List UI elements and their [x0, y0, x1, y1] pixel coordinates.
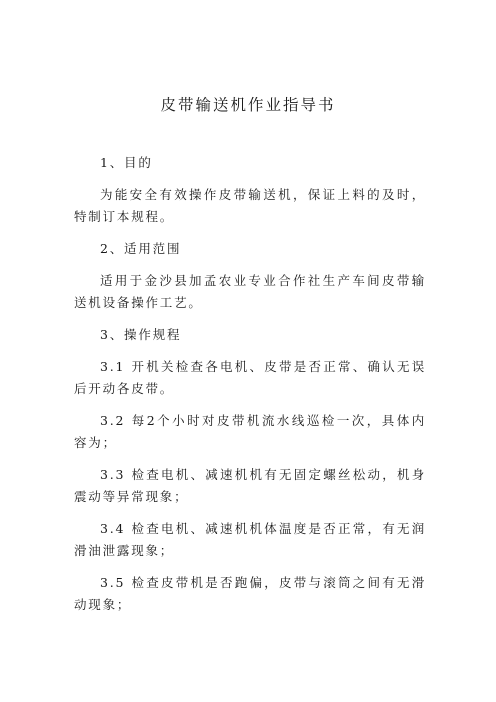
- procedure-step-3-2: 3.2 每2个小时对皮带机流水线巡检一次，具体内容为；: [74, 413, 426, 450]
- paragraph-scope: 适用于金沙县加孟农业专业合作社生产车间皮带输送机设备操作工艺。: [74, 273, 426, 310]
- section-heading-procedure: 3、操作规程: [100, 327, 182, 342]
- procedure-step-3-5: 3.5 检查皮带机是否跑偏，皮带与滚筒之间有无滑动现象；: [74, 575, 426, 612]
- paragraph-purpose: 为能安全有效操作皮带输送机，保证上料的及时，特制订本规程。: [74, 187, 426, 224]
- procedure-step-3-4: 3.4 检查电机、减速机机体温度是否正常，有无润滑油泄露现象；: [74, 521, 426, 558]
- procedure-step-3-3: 3.3 检查电机、减速机机有无固定螺丝松动，机身震动等异常现象；: [74, 467, 426, 504]
- section-heading-scope: 2、适用范围: [100, 241, 182, 256]
- procedure-step-3-1: 3.1 开机关检查各电机、皮带是否正常、确认无误后开动各皮带。: [74, 359, 426, 396]
- document-body: [74, 152, 426, 626]
- document-title: 皮带输送机作业指导书: [160, 96, 336, 114]
- section-heading-purpose: 1、目的: [100, 155, 153, 170]
